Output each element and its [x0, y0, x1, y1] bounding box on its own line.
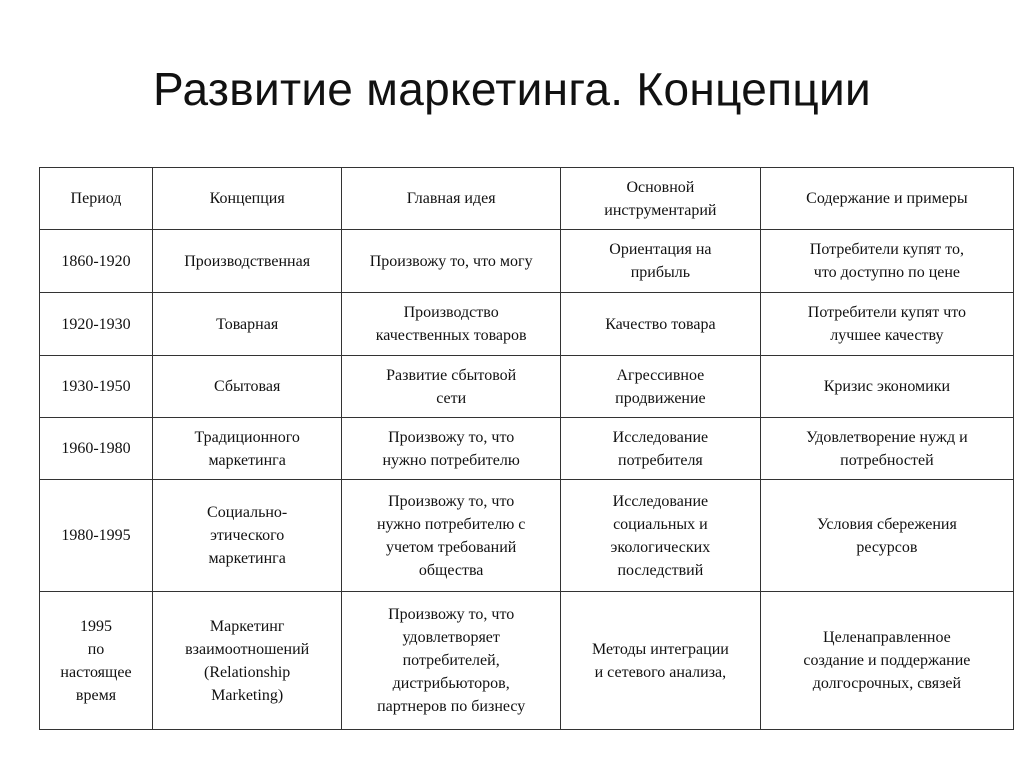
cell-period: 1930-1950: [40, 356, 153, 418]
cell-concept: Товарная: [152, 293, 341, 356]
cell-tools: Качество товара: [560, 293, 760, 356]
header-main-idea: Главная идея: [342, 168, 561, 230]
cell-content: Кризис экономики: [760, 356, 1013, 418]
cell-main-idea: Производство качественных товаров: [342, 293, 561, 356]
cell-period: 1995 по настоящее время: [40, 592, 153, 730]
cell-concept: Традиционного маркетинга: [152, 418, 341, 480]
header-content: Содержание и примеры: [760, 168, 1013, 230]
cell-main-idea: Произвожу то, что нужно потребителю с учетом требований общества: [342, 480, 561, 592]
cell-content: Условия сбережения ресурсов: [760, 480, 1013, 592]
header-concept: Концепция: [152, 168, 341, 230]
cell-period: 1920-1930: [40, 293, 153, 356]
cell-period: 1980-1995: [40, 480, 153, 592]
header-period: Период: [40, 168, 153, 230]
cell-concept: Социально- этического маркетинга: [152, 480, 341, 592]
cell-main-idea: Развитие сбытовой сети: [342, 356, 561, 418]
cell-main-idea: Произвожу то, что могу: [342, 230, 561, 293]
table-row: [40, 480, 1014, 592]
cell-concept: Производственная: [152, 230, 341, 293]
cell-concept: Маркетинг взаимоотношений (Relationship Marketing): [152, 592, 341, 730]
cell-content: Потребители купят то, что доступно по цене: [760, 230, 1013, 293]
cell-main-idea: Произвожу то, что удовлетворяет потребителей, дистрибьюторов, партнеров по бизнесу: [342, 592, 561, 730]
table-row: [40, 592, 1014, 730]
cell-content: Потребители купят что лучшее качеству: [760, 293, 1013, 356]
table-row: [40, 293, 1014, 356]
cell-tools: Исследование социальных и экологических последствий: [560, 480, 760, 592]
cell-period: 1960-1980: [40, 418, 153, 480]
cell-tools: Методы интеграции и сетевого анализа,: [560, 592, 760, 730]
table-header-row: [40, 168, 1014, 230]
table-row: [40, 418, 1014, 480]
cell-tools: Ориентация на прибыль: [560, 230, 760, 293]
cell-tools: Агрессивное продвижение: [560, 356, 760, 418]
cell-tools: Исследование потребителя: [560, 418, 760, 480]
cell-period: 1860-1920: [40, 230, 153, 293]
cell-main-idea: Произвожу то, что нужно потребителю: [342, 418, 561, 480]
header-tools: Основной инструментарий: [560, 168, 760, 230]
cell-content: Целенаправленное создание и поддержание долгосрочных, связей: [760, 592, 1013, 730]
cell-concept: Сбытовая: [152, 356, 341, 418]
slide-title: Развитие маркетинга. Концепции: [153, 63, 871, 115]
cell-content: Удовлетворение нужд и потребностей: [760, 418, 1013, 480]
table-row: [40, 356, 1014, 418]
table-row: [40, 230, 1014, 293]
concepts-table: [39, 167, 1014, 730]
